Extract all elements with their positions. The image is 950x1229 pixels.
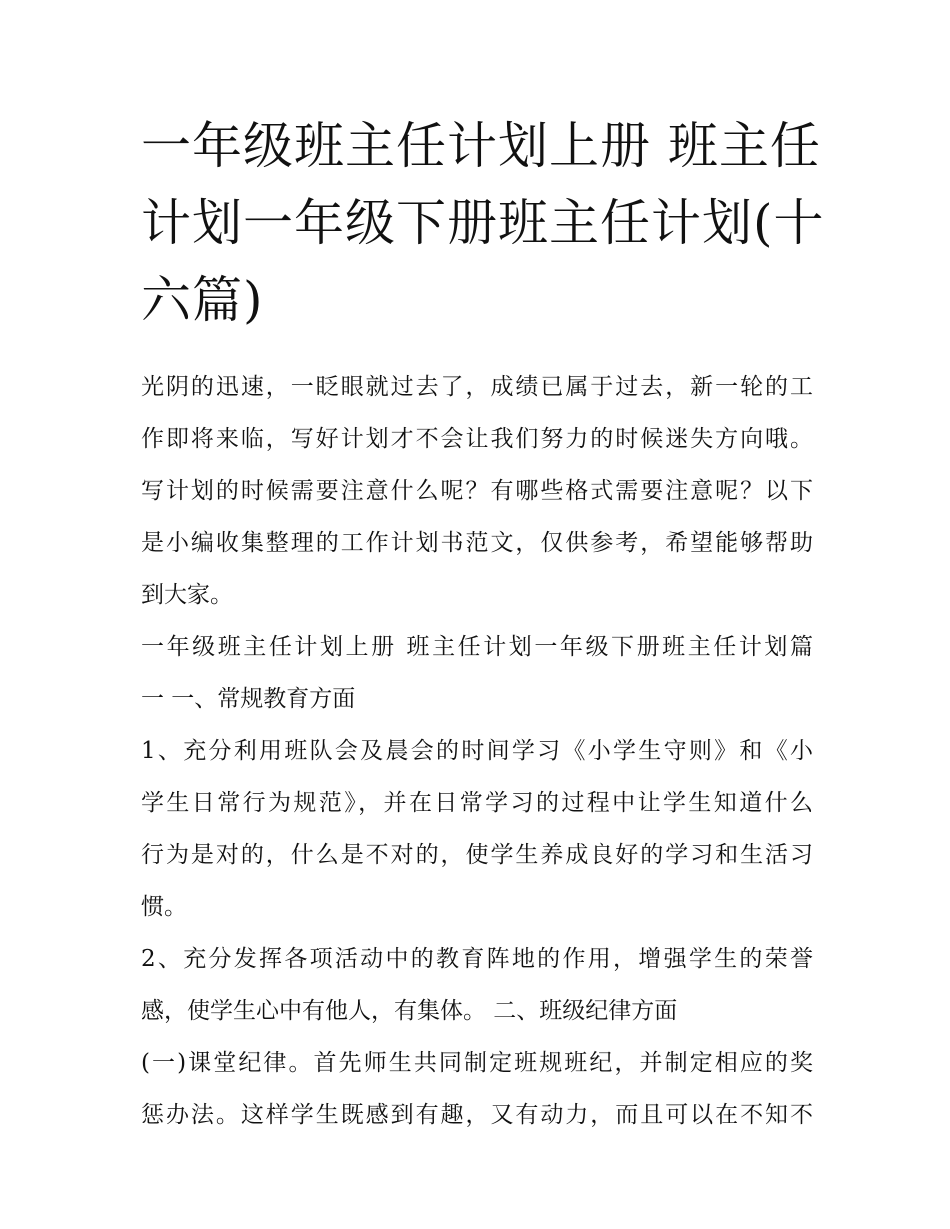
body-line-14: (一)课堂纪律。首先师生共同制定班规班纪，并制定相应的奖: [141, 1050, 813, 1076]
document-title: [141, 108, 825, 339]
body-line-15: 惩办法。这样学生既感到有趣，又有动力，而且可以在不知不: [141, 1102, 813, 1128]
document-page: [141, 108, 825, 1141]
body-line-12: 2、充分发挥各项活动中的教育阵地的作用，增强学生的荣誉: [141, 946, 813, 972]
title-line-2: 计划一年级下册班主任计划(十: [141, 194, 825, 252]
body-line-3: 写计划的时候需要注意什么呢？有哪些格式需要注意呢？以下: [141, 478, 813, 504]
title-line-3: 六篇): [141, 271, 264, 329]
body-line-5: 到大家。: [141, 582, 233, 608]
title-line-1: 一年级班主任计划上册 班主任: [141, 117, 821, 175]
body-line-8: 1、充分利用班队会及晨会的时间学习《小学生守则》和《小: [141, 738, 813, 764]
document-body: [141, 361, 813, 1141]
body-line-11: 惯。: [141, 894, 187, 920]
body-line-10: 行为是对的，什么是不对的，使学生养成良好的学习和生活习: [141, 842, 813, 868]
body-line-2: 作即将来临，写好计划才不会让我们努力的时候迷失方向哦。: [141, 426, 813, 452]
body-line-1: 光阴的迅速，一眨眼就过去了，成绩已属于过去，新一轮的工: [141, 374, 813, 400]
body-line-13: 感，使学生心中有他人，有集体。 二、班级纪律方面: [141, 998, 678, 1024]
body-line-6: 一年级班主任计划上册 班主任计划一年级下册班主任计划篇: [141, 634, 813, 660]
body-line-7: 一 一、常规教育方面: [141, 686, 356, 712]
body-line-9: 学生日常行为规范》，并在日常学习的过程中让学生知道什么: [141, 790, 813, 816]
body-line-4: 是小编收集整理的工作计划书范文，仅供参考，希望能够帮助: [141, 530, 813, 556]
